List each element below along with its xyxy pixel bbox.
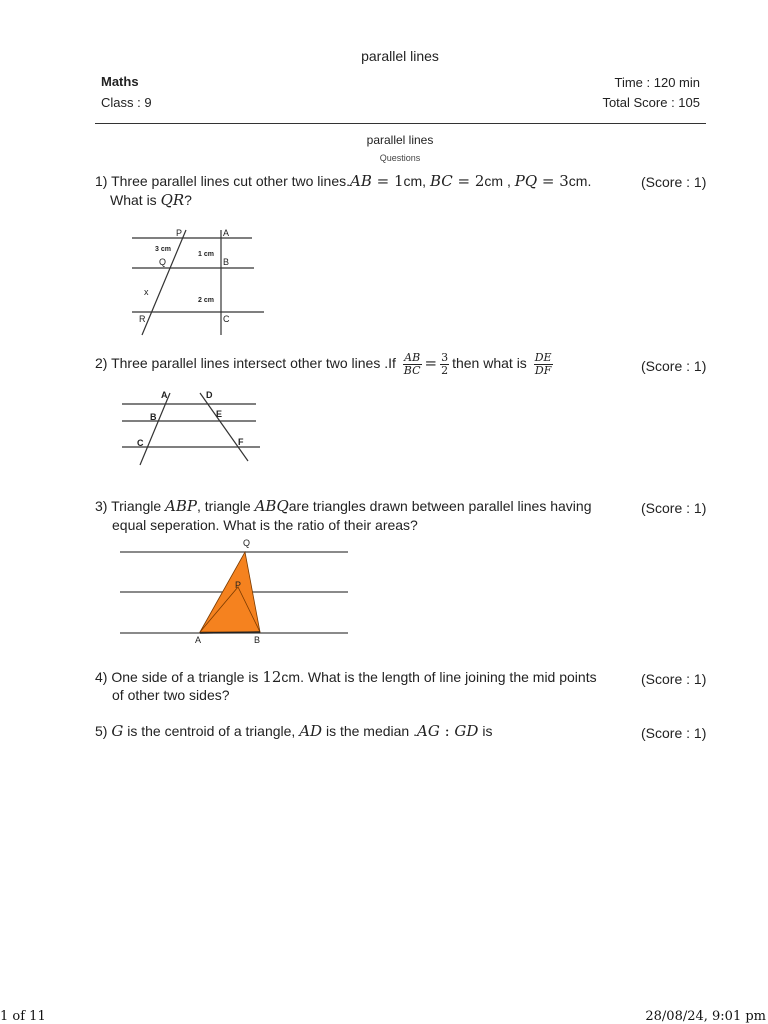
question-5-score: (Score : 1) [641, 725, 707, 741]
question-number: 5) [95, 723, 108, 739]
question-1 [95, 172, 625, 209]
label-c: C [137, 438, 144, 448]
question-text: then what is [452, 355, 527, 372]
math-gd: GD [454, 722, 479, 740]
question-text: ? [184, 192, 192, 208]
time-label: Time : 120 min [614, 75, 700, 90]
question-1-score: (Score : 1) [641, 174, 707, 190]
section-title: parallel lines [366, 133, 434, 147]
math-value: 2 [474, 172, 485, 190]
math-ab: AB [350, 172, 372, 190]
math-ratio: : [439, 722, 455, 740]
math-qr: QR [160, 191, 185, 209]
label-pq-length: 3 cm [155, 246, 171, 253]
question-number: 3) [95, 498, 108, 514]
label-r: R [139, 314, 146, 324]
math-bc: BC [429, 172, 453, 190]
question-number: 1) [95, 173, 108, 189]
label-e: E [216, 409, 223, 419]
label-d: D [206, 390, 213, 400]
question-1-figure [128, 225, 268, 340]
question-2-figure [118, 385, 263, 467]
label-b: B [254, 635, 261, 645]
question-text: are triangles drawn between parallel lines having [288, 498, 592, 514]
math-eq: = [424, 354, 438, 373]
math-abq: ABQ [254, 497, 289, 515]
question-3 [95, 497, 635, 534]
fraction-numerator: 3 [441, 351, 449, 364]
question-number: 2) [95, 355, 108, 372]
math-value: 12 [262, 668, 282, 686]
label-b: B [223, 257, 230, 267]
label-a: A [223, 228, 230, 238]
document-title: parallel lines [361, 48, 439, 64]
unit: cm, [403, 173, 430, 189]
fraction-ab-bc [403, 352, 422, 377]
subject-label: Maths [101, 74, 139, 89]
fraction-numerator: AB [404, 351, 421, 364]
math-eq: = [537, 172, 560, 190]
label-a: A [161, 390, 168, 400]
question-4-score: (Score : 1) [641, 671, 707, 687]
label-c: C [223, 314, 230, 324]
unit: cm. [568, 173, 592, 189]
fraction-numerator: DE [534, 351, 552, 364]
question-text: Triangle [111, 498, 166, 514]
label-f: F [238, 437, 244, 447]
question-text: Three parallel lines intersect other two lines .If [111, 355, 396, 372]
fraction-denominator: DF [534, 364, 552, 377]
math-pq: PQ [514, 172, 538, 190]
question-text: is [478, 723, 493, 739]
class-label: Class : 9 [101, 95, 152, 110]
label-bc-length: 2 cm [198, 297, 214, 304]
question-text: cm. What is the length of line joining the mid points [281, 669, 597, 685]
question-text: One side of a triangle is [111, 669, 263, 685]
question-2 [95, 352, 635, 377]
question-text: is the centroid of a triangle, [123, 723, 300, 739]
question-text: Three parallel lines cut other two lines. [111, 173, 350, 189]
math-eq: = [452, 172, 475, 190]
label-x: x [144, 287, 149, 297]
question-4 [95, 668, 635, 704]
question-5 [95, 722, 635, 740]
question-3-score: (Score : 1) [641, 500, 707, 516]
segment-ab [200, 632, 260, 633]
section-subtitle: Questions [379, 153, 421, 163]
question-number: 4) [95, 669, 108, 685]
label-p: P [176, 228, 183, 238]
total-score-label: Total Score : 105 [602, 95, 700, 110]
fraction-denominator: 2 [441, 364, 449, 377]
math-eq: = [371, 172, 394, 190]
transversal-def [200, 393, 248, 461]
fraction-3-2 [440, 352, 449, 377]
math-ad: AD [299, 722, 323, 740]
question-text: What is [110, 192, 161, 208]
page-info: 1 of 11 [0, 1009, 46, 1024]
question-text-line2: equal seperation. What is the ratio of their areas? [112, 517, 418, 533]
question-2-score: (Score : 1) [641, 358, 707, 374]
label-b: B [150, 412, 157, 422]
math-value: 1 [393, 172, 404, 190]
question-text-line2 [95, 191, 625, 209]
label-a: A [195, 635, 202, 645]
math-g: G [111, 722, 124, 740]
question-text: , triangle [197, 498, 255, 514]
header-divider [95, 123, 706, 124]
label-q: Q [243, 538, 251, 548]
label-ab-length: 1 cm [198, 251, 214, 258]
label-q: Q [159, 257, 167, 267]
unit: cm , [484, 173, 515, 189]
fraction-denominator: BC [403, 364, 421, 377]
question-3-figure [118, 535, 353, 647]
question-text-line2: of other two sides? [112, 687, 230, 703]
question-text: is the median . [322, 723, 417, 739]
fraction-de-df [534, 352, 553, 377]
math-ag: AG [417, 722, 440, 740]
math-value: 3 [559, 172, 569, 190]
math-abp: ABP [165, 497, 197, 515]
label-p: P [235, 580, 242, 590]
print-timestamp: 28/08/24, 9:01 pm [645, 1009, 766, 1024]
